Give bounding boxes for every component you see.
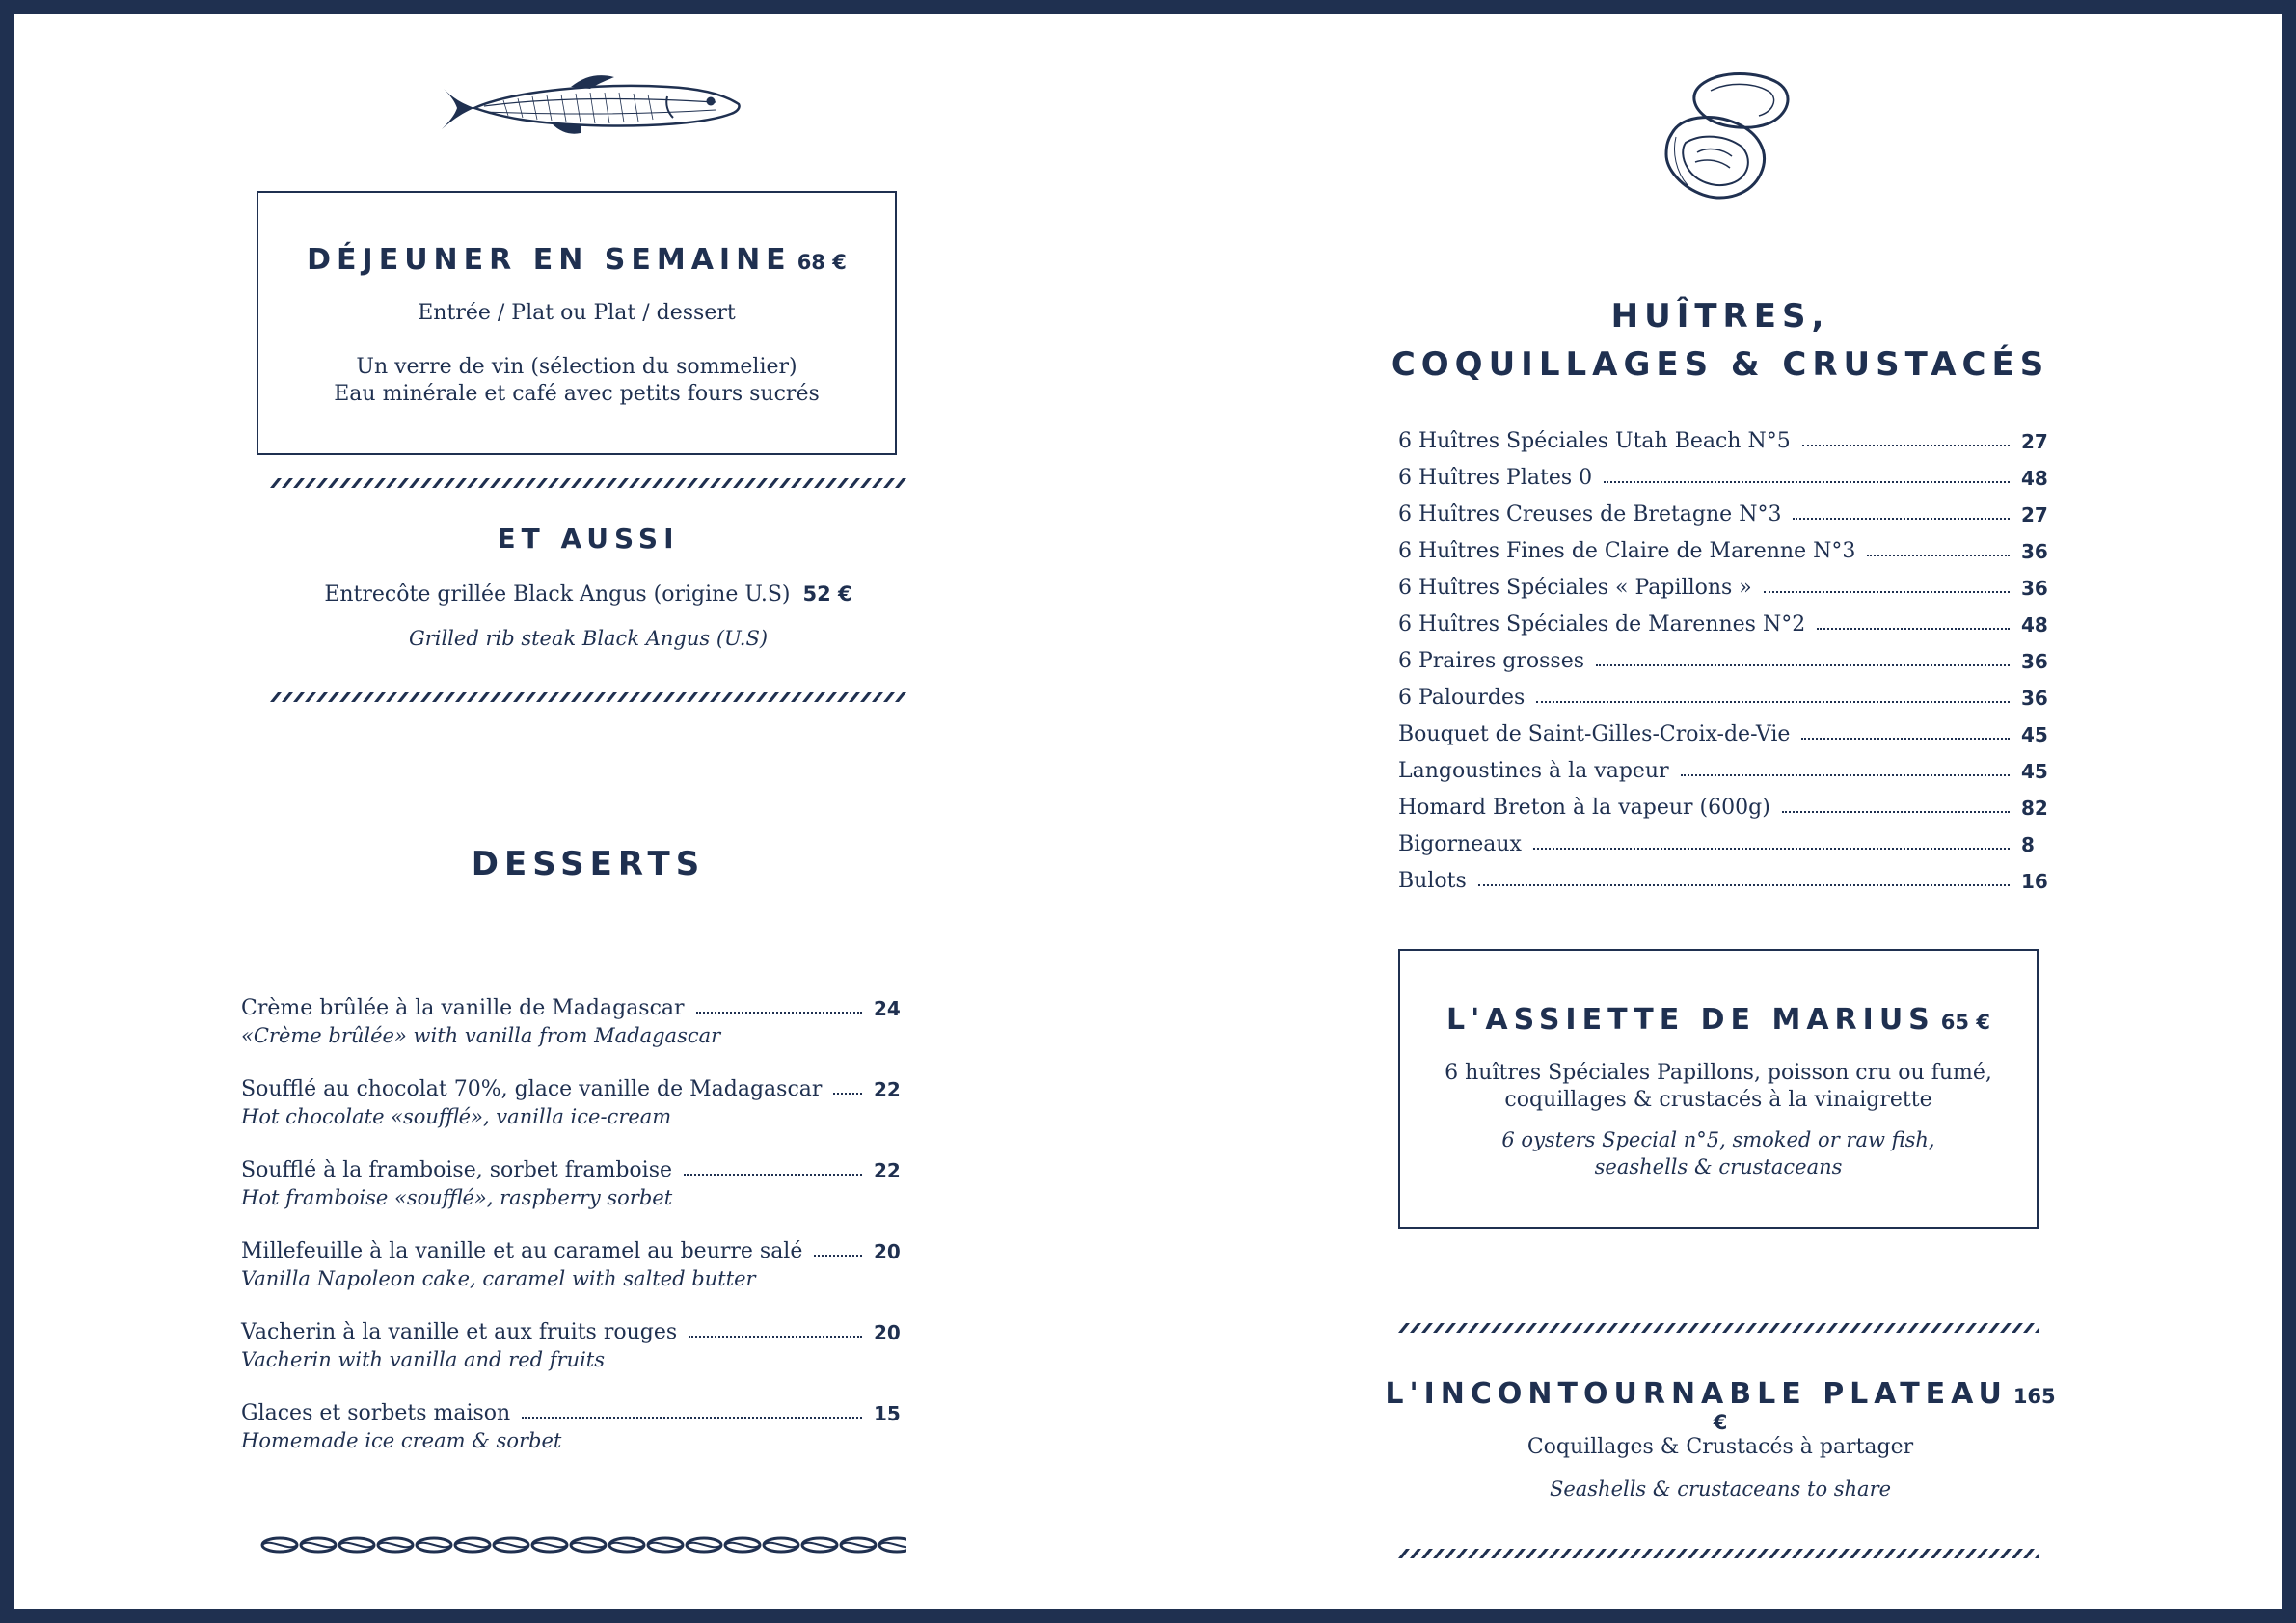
rope-divider: [260, 1535, 906, 1555]
plateau-price: 165 €: [1713, 1385, 2056, 1434]
oyster-price: 27: [2021, 430, 2048, 453]
dot-leader: [1536, 701, 2010, 703]
lunch-title: DÉJEUNER EN SEMAINE: [307, 243, 792, 277]
marius-line2: coquillages & crustacés à la vinaigrette: [1504, 1088, 1932, 1112]
dessert-row: [241, 1231, 906, 1263]
dot-leader: [689, 1336, 862, 1338]
oyster-row: [1398, 567, 2054, 600]
dot-leader: [1782, 811, 2010, 813]
rope-divider: [1398, 1547, 2039, 1560]
oyster-price: 16: [2021, 870, 2048, 893]
dot-leader: [1793, 518, 2010, 520]
dessert-translation: Vacherin with vanilla and red fruits: [241, 1348, 606, 1371]
oyster-price: 45: [2021, 723, 2048, 746]
dessert-price: 22: [874, 1159, 901, 1182]
dessert-price: 22: [874, 1078, 901, 1101]
dessert-price: 20: [874, 1240, 901, 1263]
also-title: ET AUSSI: [497, 523, 680, 555]
oyster-row: [1398, 420, 2054, 453]
also-translation: Grilled rib steak Black Angus (U.S): [408, 627, 769, 650]
lunch-water: Eau minérale et café avec petits fours sucrés: [334, 382, 820, 406]
dessert-row: [241, 1068, 906, 1101]
oyster-name: 6 Huîtres Spéciales de Marennes N°2: [1398, 612, 1806, 636]
dot-leader: [1604, 481, 2010, 483]
oyster-price: 45: [2021, 760, 2048, 783]
dessert-price: 24: [874, 997, 901, 1020]
dot-leader: [522, 1417, 862, 1419]
lunch-formula: Entrée / Plat ou Plat / dessert: [418, 301, 736, 325]
dessert-name: Soufflé à la framboise, sorbet framboise: [241, 1158, 673, 1182]
dot-leader: [814, 1255, 862, 1257]
oysters-title-line2: COQUILLAGES & CRUSTACÉS: [1391, 345, 2050, 384]
dot-leader: [1817, 628, 2010, 630]
oyster-row: [1398, 677, 2054, 710]
oyster-row: [1398, 860, 2054, 893]
oyster-price: 27: [2021, 503, 2048, 527]
oyster-price: 48: [2021, 467, 2048, 490]
lunch-price: 68 €: [797, 251, 847, 274]
also-item-name: Entrecôte grillée Black Angus (origine U.S): [324, 582, 791, 607]
desserts-title: DESSERTS: [471, 845, 706, 883]
marius-box: [1398, 949, 2039, 1229]
oyster-row: [1398, 787, 2054, 820]
dot-leader: [684, 1174, 862, 1176]
plateau-line1: Coquillages & Crustacés à partager: [1526, 1435, 1914, 1459]
oyster-icon: [1643, 66, 1807, 210]
oyster-name: 6 Huîtres Plates 0: [1398, 466, 1593, 490]
dessert-name: Crème brûlée à la vanille de Madagascar: [241, 996, 685, 1020]
lunch-wine: Un verre de vin (sélection du sommelier): [356, 355, 797, 379]
dot-leader: [1533, 848, 2010, 850]
dessert-row: [241, 1150, 906, 1182]
dessert-name: Millefeuille à la vanille et au caramel au beurre salé: [241, 1239, 803, 1263]
oyster-price: 82: [2021, 797, 2048, 820]
dessert-name: Vacherin à la vanille et aux fruits rouges: [241, 1320, 678, 1344]
dessert-translation: Hot chocolate «soufflé», vanilla ice-cream: [241, 1105, 672, 1128]
dessert-translation: Vanilla Napoleon cake, caramel with salted butter: [241, 1267, 756, 1290]
oyster-row: [1398, 714, 2054, 746]
dot-leader: [696, 1012, 862, 1014]
oyster-row: [1398, 457, 2054, 490]
oyster-name: 6 Palourdes: [1398, 686, 1526, 710]
oyster-name: Langoustines à la vapeur: [1398, 759, 1669, 783]
marius-title: L'ASSIETTE DE MARIUS: [1446, 1003, 1935, 1037]
marius-line1: 6 huîtres Spéciales Papillons, poisson cru ou fumé,: [1445, 1061, 1992, 1085]
oyster-price: 36: [2021, 577, 2048, 600]
dot-leader: [1478, 884, 2010, 886]
oyster-name: Bigorneaux: [1398, 832, 1522, 856]
oyster-price: 36: [2021, 540, 2048, 563]
oyster-name: 6 Huîtres Fines de Claire de Marenne N°3: [1398, 539, 1856, 563]
rope-divider: [1398, 1321, 2039, 1335]
oyster-name: 6 Huîtres Spéciales Utah Beach N°5: [1398, 429, 1791, 453]
oyster-name: Bouquet de Saint-Gilles-Croix-de-Vie: [1398, 722, 1791, 746]
oyster-row: [1398, 604, 2054, 636]
rope-divider: [270, 690, 906, 704]
oyster-name: 6 Huîtres Spéciales « Papillons »: [1398, 576, 1752, 600]
plateau-en: Seashells & crustaceans to share: [1549, 1477, 1892, 1501]
dot-leader: [833, 1093, 862, 1095]
dot-leader: [1596, 664, 2010, 666]
dot-leader: [1802, 445, 2010, 446]
dessert-price: 20: [874, 1321, 901, 1344]
oyster-name: Homard Breton à la vapeur (600g): [1398, 796, 1770, 820]
oyster-name: 6 Praires grosses: [1398, 649, 1585, 673]
oyster-price: 36: [2021, 650, 2048, 673]
oyster-price: 48: [2021, 613, 2048, 636]
plateau-heading: [1383, 1377, 2058, 1434]
oyster-price: 36: [2021, 687, 2048, 710]
oyster-row: [1398, 824, 2054, 856]
dessert-name: Glaces et sorbets maison: [241, 1401, 511, 1425]
marius-en1: 6 oysters Special n°5, smoked or raw fish,: [1501, 1128, 1935, 1151]
oyster-row: [1398, 750, 2054, 783]
dot-leader: [1681, 774, 2010, 776]
dot-leader: [1867, 555, 2010, 556]
oyster-price: 8: [2021, 833, 2035, 856]
dessert-row: [241, 1393, 906, 1425]
rope-divider: [270, 476, 906, 490]
marius-price: 65 €: [1940, 1011, 1990, 1034]
oyster-row: [1398, 530, 2054, 563]
dot-leader: [1801, 738, 2010, 740]
dessert-price: 15: [874, 1402, 901, 1425]
sardine-icon: [426, 69, 754, 147]
dessert-row: [241, 987, 906, 1020]
oysters-title-line1: HUÎTRES,: [1610, 297, 1830, 336]
dessert-row: [241, 1312, 906, 1344]
oyster-name: Bulots: [1398, 869, 1467, 893]
dessert-translation: Hot framboise «soufflé», raspberry sorbet: [241, 1186, 673, 1209]
dessert-name: Soufflé au chocolat 70%, glace vanille de Madagascar: [241, 1077, 823, 1101]
dessert-translation: «Crème brûlée» with vanilla from Madagascar: [241, 1024, 721, 1047]
marius-en2: seashells & crustaceans: [1594, 1155, 1843, 1178]
oyster-name: 6 Huîtres Creuses de Bretagne N°3: [1398, 502, 1782, 527]
dessert-translation: Homemade ice cream & sorbet: [241, 1429, 562, 1452]
also-item: [270, 582, 906, 607]
oyster-row: [1398, 640, 2054, 673]
also-item-price: 52 €: [802, 582, 852, 606]
plateau-title: L'INCONTOURNABLE PLATEAU: [1385, 1377, 2008, 1411]
lunch-box: [257, 191, 897, 455]
dot-leader: [1764, 591, 2010, 593]
oyster-row: [1398, 494, 2054, 527]
menu-page: [14, 14, 2282, 1609]
